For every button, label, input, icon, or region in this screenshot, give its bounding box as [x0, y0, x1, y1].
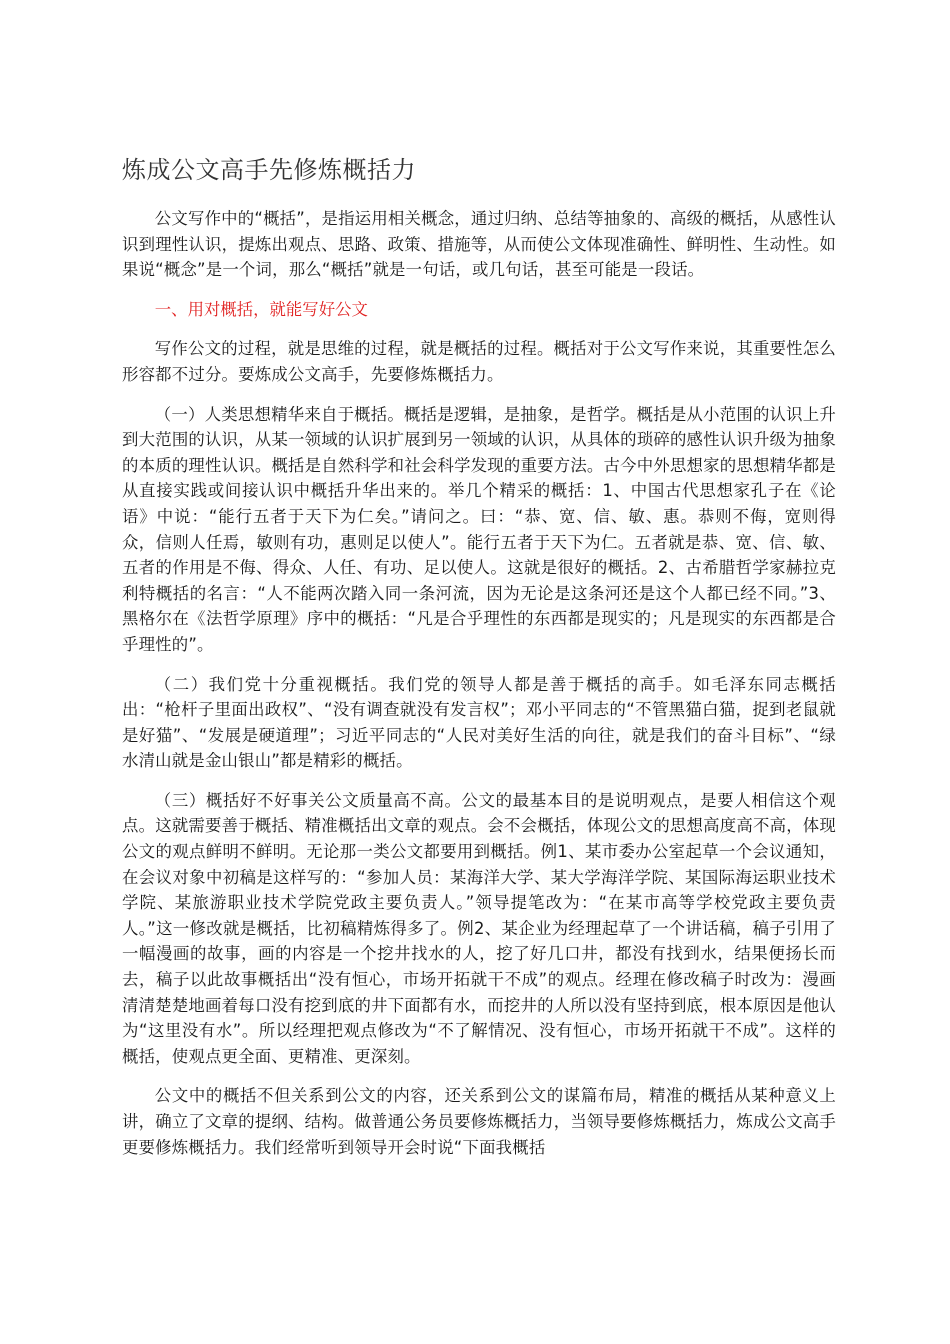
body-paragraph: 写作公文的过程，就是思维的过程，就是概括的过程。概括对于公文写作来说，其重要性怎么形容都不过分。要炼成公文高手，先要修炼概括力。 [122, 339, 836, 384]
section-heading-1: 一、用对概括，就能写好公文 [154, 299, 368, 319]
body-paragraph: 公文中的概括不但关系到公文的内容，还关系到公文的谋篇布局，精准的概括从某种意义上讲，确立了文章的提纲、结构。做普通公务员要修炼概括力，当领导要修炼概括力，炼成公文高手更要修炼概括力。我们经常听到领导开会时说“下面我概括 [122, 1086, 836, 1157]
document-body [122, 206, 836, 1174]
body-paragraph: （三）概括好不好事关公文质量高不高。公文的最基本目的是说明观点，是要人相信这个观点。这就需要善于概括、精准概括出文章的观点。会不会概括，体现公文的思想高度高不高，体现公文的观点鲜明不鲜明。无论那一类公文都要用到概括。例1、某市委办公室起草一个会议通知，在会议对象中初稿是这样写的：“参加人员：某海洋大学、某大学海洋学院、某国际海运职业技术学院、某旅游职业技术学院党政主要负责人。”领导提笔改为：“在某市高等学校党政主要负责人。”这一修改就是概括，比初稿精炼得多了。例2、某企业为经理起草了一个讲话稿，稿子引用了一幅漫画的故事，画的内容是一个挖井找水的人，挖了好几口井，都没有找到水，结果便扬长而去，稿子以此故事概括出“没有恒心，市场开拓就干不成”的观点。经理在修改稿子时改为：漫画清清楚楚地画着每口没有挖到底的井下面都有水，而挖井的人所以没有坚持到底，根本原因是他认为“这里没有水”。所以经理把观点修改为“不了解情况、没有恒心，市场开拓就干不成”。这样的概括，使观点更全面、更精准、更深刻。 [122, 790, 836, 1066]
document-title: 炼成公文高手先修炼概括力 [122, 156, 416, 184]
body-paragraph: （一）人类思想精华来自于概括。概括是逻辑，是抽象，是哲学。概括是从小范围的认识上升到大范围的认识，从某一领域的认识扩展到另一领域的认识，从具体的琐碎的感性认识升级为抽象的本质的理性认识。概括是自然科学和社会科学发现的重要方法。古今中外思想家的思想精华都是从直接实践或间接认识中概括升华出来的。举几个精采的概括：1、中国古代思想家孔子在《论语》中说：“能行五者于天下为仁矣。”请问之。曰：“恭、宽、信、敏、惠。恭则不侮，宽则得众，信则人任焉，敏则有功，惠则足以使人”。能行五者于天下为仁。五者就是恭、宽、信、敏、五者的作用是不侮、得众、人任、有功、足以使人。这就是很好的概括。2、古希腊哲学家赫拉克利特概括的名言：“人不能两次踏入同一条河流，因为无论是这条河还是这个人都已经不同。”3、黑格尔在《法哲学原理》序中的概括：“凡是合乎理性的东西都是现实的；凡是现实的东西都是合乎理性的”。 [122, 404, 836, 654]
intro-paragraph: 公文写作中的“概括”，是指运用相关概念，通过归纳、总结等抽象的、高级的概括，从感性认识到理性认识，提炼出观点、思路、政策、措施等，从而使公文体现准确性、鲜明性、生动性。如果说“概念”是一个词，那么“概括”就是一句话，或几句话，甚至可能是一段话。 [122, 209, 836, 280]
body-paragraph: （二）我们党十分重视概括。我们党的领导人都是善于概括的高手。如毛泽东同志概括出：“枪杆子里面出政权”、“没有调查就没有发言权”；邓小平同志的“不管黑猫白猫，捉到老鼠就是好猫”、“发展是硬道理”；习近平同志的“人民对美好生活的向往，就是我们的奋斗目标”、“绿水清山就是金山银山”都是精彩的概括。 [122, 674, 836, 771]
